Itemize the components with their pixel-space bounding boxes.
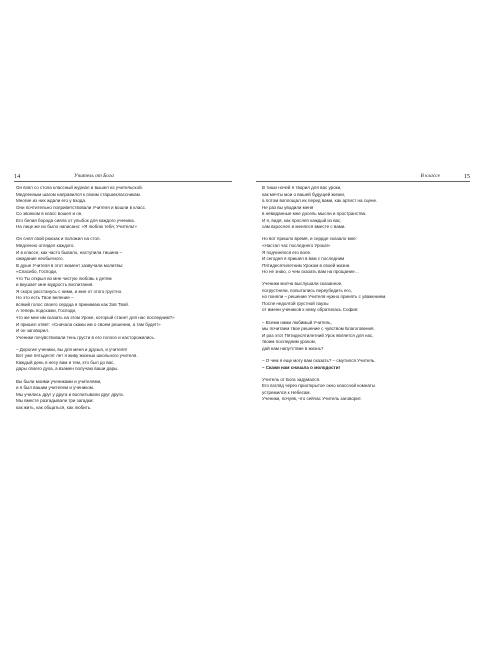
text-line: мы почитаем твое решение с чувством Благоговения. xyxy=(262,326,375,332)
right-paragraph-2 xyxy=(262,236,466,275)
right-paragraph-1 xyxy=(262,185,466,231)
left-paragraph-3 xyxy=(16,347,232,373)
text-line: Учитель от Бога задумался. xyxy=(262,376,321,382)
text-line: твоим последним уроком, xyxy=(262,339,317,345)
text-line: а потом воплощал их перед вами, как артист на сцене. xyxy=(262,198,378,204)
text-line: Его взгляд через приоткрытое окно классной комнаты xyxy=(262,383,376,389)
left-page-running-title: Учитель от Бога xyxy=(74,173,114,179)
text-line: сам взрослел и менялся вместе с вами. xyxy=(262,224,346,230)
text-line: Но не знаю, о чем сказать вам на прощание… xyxy=(262,269,360,275)
left-paragraph-4 xyxy=(16,379,232,412)
text-line: но поняли – решение Учителя нужно принять с уважением. xyxy=(262,294,387,300)
text-line: Они почтительно поприветствовали Учителя и вошли в класс. xyxy=(16,204,147,210)
text-line: Его белая борода сияла от улыбок для каждого ученика. xyxy=(16,217,135,223)
text-line: Медленным шагом направился к своим старшеклассникам. xyxy=(16,191,142,197)
text-line: – О чем я еще могу вам сказать? – смутился Учитель. xyxy=(262,357,376,363)
text-line: И он заговорил. xyxy=(16,328,50,334)
left-paragraph-2 xyxy=(16,236,232,341)
text-line: и я был вашим учителем и учеником. xyxy=(16,385,95,391)
text-line: – Дорогие ученики, вы для меня и друзья, и учителя! xyxy=(16,346,127,352)
text-line: от имени учеников к нему обратилась София: xyxy=(262,307,359,313)
left-header-rule xyxy=(14,181,232,182)
text-line: На лице же их было написано: «Я люблю тебя, Учитель!» xyxy=(16,224,137,230)
text-line: И в классе, как часто бывало, наступила тишина – xyxy=(16,249,123,255)
text-line: Ученики молча выслушали сказанное, xyxy=(262,281,343,287)
text-line: После недолгой грустной паузы xyxy=(262,300,329,306)
text-line: ожидание необычного. xyxy=(16,256,64,262)
text-line: Не раз вы уводили меня xyxy=(262,204,314,210)
right-header-rule xyxy=(256,181,470,182)
left-page-body xyxy=(16,185,232,417)
text-line: Я скоро расстанусь с ними, и мне от этого грустно. xyxy=(16,288,123,294)
text-line: Медленно оглядел каждого. xyxy=(16,242,75,248)
text-line: «Спасибо, Господи, xyxy=(16,269,58,275)
text-line: в невиданные мне досель мысли и пространства. xyxy=(262,211,367,217)
text-line: В душе Учителя в этот момент зазвучали молитвы: xyxy=(16,262,124,268)
text-line: и вкушает мне мудрость воспитания. xyxy=(16,282,94,288)
text-line: Ученики, почуяв, что сейчас Учитель заговорит. xyxy=(262,396,362,402)
right-page-running-title: В классе xyxy=(420,173,440,179)
text-line: И я, видя, как прослеп каждый из вас, xyxy=(262,217,342,223)
text-line: Пятидесятилетним Уроком в своей жизни. xyxy=(262,262,351,268)
text-line: дай нам напутствие в жизнь? xyxy=(262,345,324,351)
text-line: И раз этот Пятидесятилетний Урок является для нас, xyxy=(262,332,374,338)
text-line: Но вот пришло время, и сердце сказало мне: xyxy=(262,236,357,242)
text-line: всякий голос своего сердца я принимаю как Зов Твой. xyxy=(16,301,130,307)
text-line: Со звонком в класс вошел и он. xyxy=(16,211,83,217)
text-line: что же мне им сказать на этом Уроке, который станет для нас последним?» xyxy=(16,314,175,320)
text-line: дары своего духа, а взамен получаю ваши дары. xyxy=(16,366,119,372)
left-page xyxy=(14,172,232,410)
text-line: Он снял свой рюкзак и положил на стол. xyxy=(16,236,101,242)
right-paragraph-4 xyxy=(262,320,466,353)
text-line: «Настал час последнего Урока!» xyxy=(262,242,331,248)
right-page-number: 15 xyxy=(463,173,470,180)
text-line: В тиши ночей я творил для вас уроки, xyxy=(262,185,342,190)
text-line: И сегодня я пришел в вам с последним xyxy=(262,256,345,262)
left-page-header xyxy=(14,172,232,181)
right-page-header xyxy=(256,172,470,181)
text-line: Он взял со стола классный журнал и вышел из учительской. xyxy=(16,185,143,190)
right-page-body xyxy=(262,185,466,408)
text-line: А теперь подскажи, Господи, xyxy=(16,308,77,314)
text-line: Многие из них ждали его у входа. xyxy=(16,198,87,204)
text-line: Вы были моими учениками и учителями, xyxy=(16,378,102,384)
text-line: И пришел ответ: «Сначала скажи им о своем решении, а там будет!» xyxy=(16,321,161,327)
text-line: что Ты открыл во мне чистую любовь к детям xyxy=(16,275,112,281)
text-line: Ученики почувствовали тень грусти в его голосе и насторожились. xyxy=(16,334,156,340)
text-line: Мы учились друг у друга и воспитывали друг друга. xyxy=(16,391,124,397)
text-line: – Всеми нами любимый Учитель, xyxy=(262,319,332,325)
text-line: как жить, как общаться, как любить. xyxy=(16,404,92,410)
text-line: Каждый день я несу вам и тем, кто был до вас, xyxy=(16,359,115,365)
right-page xyxy=(256,172,470,402)
text-line: Но это есть Твое веление – xyxy=(16,295,74,301)
text-line-bold: – Скажи нам сначала о молодости! xyxy=(262,364,341,370)
text-line: как мечты мои о вашей будущей жизни, xyxy=(262,191,346,197)
text-line: Мы вместе разгадывали три загадки: xyxy=(16,398,94,404)
right-paragraph-3 xyxy=(262,281,466,314)
right-paragraph-5 xyxy=(262,358,466,371)
right-paragraph-6 xyxy=(262,377,466,403)
text-line: погрустнели, попытались переубедить его, xyxy=(262,287,352,293)
text-line: Я подчинялся его воле. xyxy=(262,249,312,255)
left-paragraph-1 xyxy=(16,185,232,231)
text-line: устремился к Небесам. xyxy=(262,389,311,395)
left-page-number: 14 xyxy=(14,173,21,180)
text-line: Вот уже пятьдесят лет я живу жизнью школьного учителя. xyxy=(16,353,138,359)
